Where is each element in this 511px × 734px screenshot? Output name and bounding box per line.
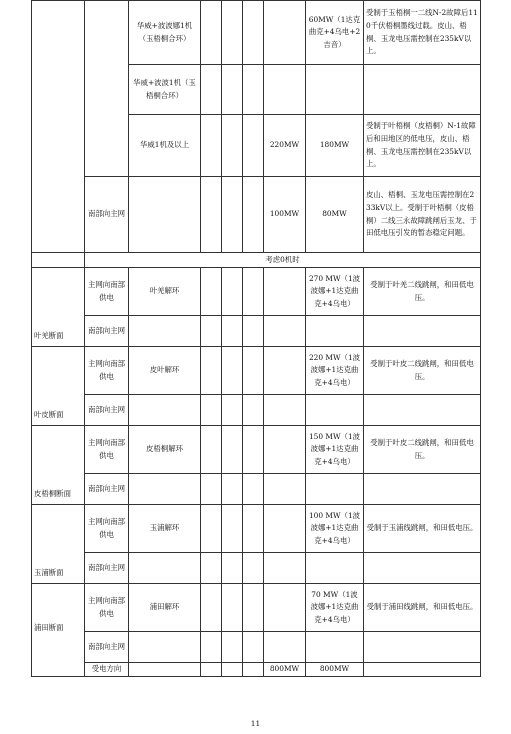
- flow-cell: 270 MW（1波波娜+1达克曲克+4乌电）: [306, 268, 364, 316]
- direction-cell: 南部向主网: [85, 316, 129, 347]
- table-row: [32, 584, 481, 632]
- merged-section-cell: [32, 1, 85, 253]
- flow-cell: 100 MW（1波波娜+1达克曲克+4乌电）: [306, 505, 364, 553]
- section-name-cell: 玉浦断面: [32, 505, 85, 584]
- table-row: [32, 553, 481, 584]
- section-name-cell: 叶羌断面: [32, 268, 85, 347]
- note-cell: 受制于浦田线跳闸，和田低电压。: [364, 584, 481, 632]
- banner-blank-cell: [32, 253, 85, 268]
- table-row: [32, 347, 481, 395]
- direction-cell: 南部向主网: [85, 553, 129, 584]
- stability-limit-table: [31, 0, 481, 677]
- banner-cell: 考虑0机时: [85, 253, 481, 268]
- mode-cell: 玉浦解环: [129, 505, 201, 553]
- flow-cell: 150 MW（1波波娜+1达克曲克+4乌电）: [306, 426, 364, 474]
- value-cell: 220MW: [264, 115, 306, 177]
- table-row: [32, 663, 481, 677]
- direction-cell: 主网向南部供电: [85, 505, 129, 553]
- table-row: [32, 316, 481, 347]
- table-row: [32, 177, 481, 253]
- value-cell: 80MW: [306, 177, 364, 253]
- note-cell: 受制于叶梧桐（皮梧桐）N-1故障后和田地区的低电压，皮山、梧桐、玉龙电压需控制在235kV以上。: [364, 115, 481, 177]
- flow-cell: 70 MW（1波波娜+1达克曲克+4乌电）: [306, 584, 364, 632]
- mode-cell: 皮叶解环: [129, 347, 201, 395]
- table-row: [32, 474, 481, 505]
- flow-cell: 220 MW（1波波娜+1达克曲克+4乌电）: [306, 347, 364, 395]
- page-number: 11: [250, 719, 261, 728]
- mode-cell: 叶羌解环: [129, 268, 201, 316]
- note-cell: 受制于玉梧桐一二线N-2故障后110千伏梧桐墨线过载。皮山、梧桐、玉龙电压需控制在235kV以上。: [364, 1, 481, 65]
- merged-direction-cell: [85, 1, 129, 177]
- table-row: [32, 1, 481, 65]
- note-cell: 受制于叶羌二线跳闸，和田低电压。: [364, 268, 481, 316]
- value-cell: 180MW: [306, 115, 364, 177]
- table-row: [32, 253, 481, 268]
- direction-cell: 南部向主网: [85, 177, 129, 253]
- section-name-cell: 浦田断面: [32, 584, 85, 677]
- direction-cell: 主网向南部供电: [85, 584, 129, 632]
- direction-cell: 受电方向: [85, 663, 129, 677]
- value-cell: 800MW: [306, 663, 364, 677]
- table-row: [32, 268, 481, 316]
- flow-cell: 60MW（1达克曲克+4乌电+2吉音）: [306, 1, 364, 65]
- direction-cell: 南部向主网: [85, 474, 129, 505]
- mode-cell: 华威+波波1机（玉梧桐合环）: [129, 65, 201, 115]
- direction-cell: 主网向南部供电: [85, 426, 129, 474]
- mode-cell: 浦田解环: [129, 584, 201, 632]
- direction-cell: 主网向南部供电: [85, 347, 129, 395]
- value-cell: 100MW: [264, 177, 306, 253]
- mode-cell: 华威1机及以上: [129, 115, 201, 177]
- table-row: [32, 426, 481, 474]
- direction-cell: 南部向主网: [85, 632, 129, 663]
- table-row: [32, 632, 481, 663]
- section-name-cell: 皮梧桐断面: [32, 426, 85, 505]
- note-cell: 受制于叶皮二线跳闸，和田低电压。: [364, 347, 481, 395]
- note-cell: 受制于叶皮二线跳闸，和田低电压。: [364, 426, 481, 474]
- mode-cell: 皮梧桐解环: [129, 426, 201, 474]
- direction-cell: 南部向主网: [85, 395, 129, 426]
- note-cell: 皮山、梧桐、玉龙电压需控制在233kV以上。受制于叶梧桐（皮梧桐）二线三永故障跳闸后玉龙、于田低电压引发的暂态稳定问题。: [364, 177, 481, 253]
- note-cell: 受制于玉浦线跳闸，和田低电压。: [364, 505, 481, 553]
- direction-cell: 主网向南部供电: [85, 268, 129, 316]
- value-cell: 800MW: [264, 663, 306, 677]
- section-name-cell: 叶皮断面: [32, 347, 85, 426]
- mode-cell: 华威+波波娜1机（玉梧桐合环）: [129, 1, 201, 65]
- table-row: [32, 395, 481, 426]
- table-row: [32, 505, 481, 553]
